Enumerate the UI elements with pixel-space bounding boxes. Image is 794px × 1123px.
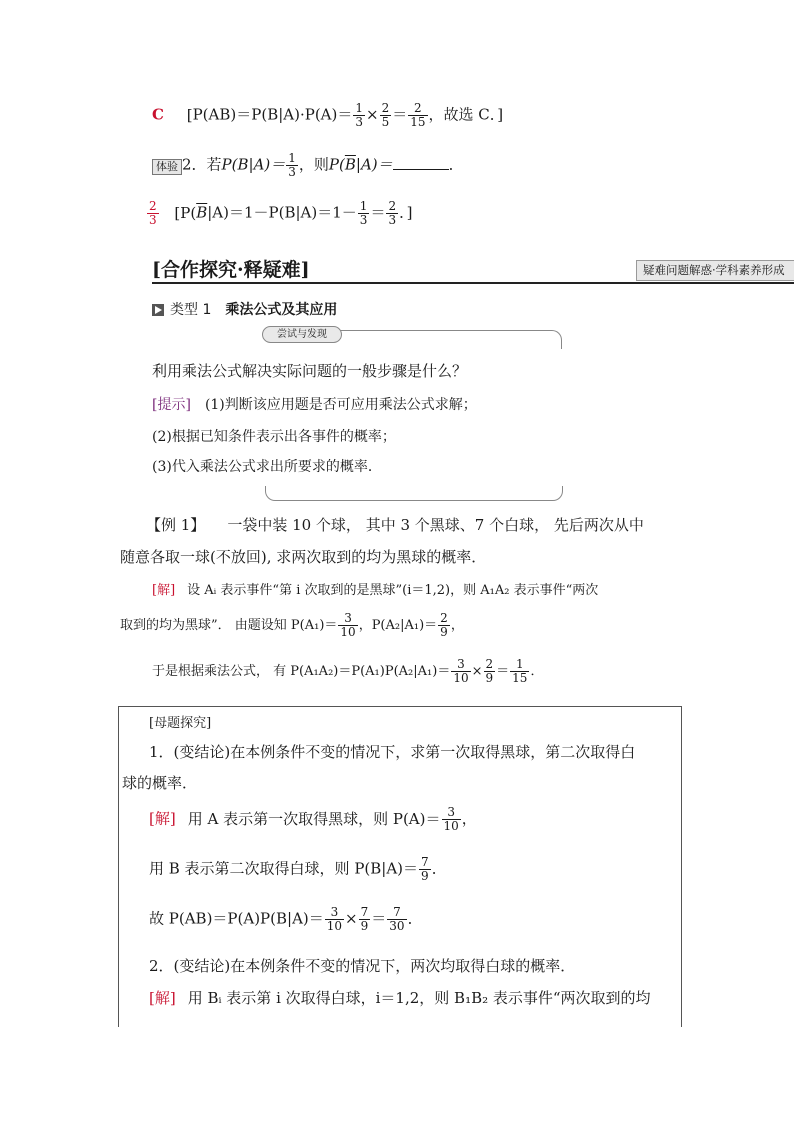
example-text-1: 一袋中装 10 个球， 其中 3 个黑球、7 个白球， 先后两次从中	[227, 516, 644, 534]
box-s1-line-1	[149, 806, 477, 833]
box-s2-line-1	[149, 987, 651, 1008]
box-s1-line-2	[149, 856, 447, 883]
end: ．	[530, 664, 544, 679]
fraction: $\frac{3}{10}$	[453, 657, 469, 685]
expr: P(AB)＝P(B|A)·P(A)＝	[192, 105, 353, 124]
b-bar: $\overline{B}$	[344, 155, 356, 174]
sol2a: 取到的均为黑球”． 由题设知 P(A₁)＝	[120, 618, 338, 633]
q-num: 2．若	[182, 155, 222, 174]
end: ．	[407, 909, 423, 928]
s3a: 故 P(AB)＝P(A)P(B|A)＝	[149, 909, 324, 928]
bracket: [	[186, 105, 193, 124]
answer-label: C	[152, 105, 164, 124]
sol3a: 于是根据乘法公式， 有 P(A₁A₂)＝P(A₁)P(A₂|A₁)＝	[152, 664, 451, 679]
fraction: $\frac{7}{9}$	[421, 855, 429, 883]
sol-text-1: 设 Aᵢ 表示事件“第 i 次取到的是黑球”(i＝1,2)，则 A₁A₂ 表示事件“两次	[187, 583, 599, 598]
explore-question: 利用乘法公式解决实际问题的一般步骤是什么？	[152, 362, 468, 380]
answer-c-line	[152, 102, 503, 129]
type-1-heading	[152, 299, 337, 319]
pre: [P(	[174, 203, 197, 222]
rest: |A)＝	[355, 155, 393, 174]
end: ．	[448, 155, 464, 174]
play-icon	[152, 304, 164, 316]
box-q2: 2．(变结论)在本例条件不变的情况下，两次均取得白球的概率．	[149, 957, 576, 975]
s2a: 用 B 表示第二次取得白球，则 P(B|A)＝	[149, 859, 419, 878]
solution-line-1	[152, 579, 598, 598]
fraction: $\frac{3}{10}$	[443, 805, 459, 833]
box-q1-line-1: 1．(变结论)在本例条件不变的情况下，求第一次取得黑球，第二次取得白	[149, 743, 636, 761]
fraction: $\frac{3}{10}$	[326, 905, 343, 933]
s1a: 用 A 表示第一次取得黑球，则 P(A)＝	[187, 809, 441, 828]
equals: ＝	[371, 909, 387, 928]
hint-line-2: (2)根据已知条件表示出各事件的概率；	[152, 429, 396, 445]
example-label: 【例 1】	[146, 516, 206, 534]
expr: P(B|A)＝	[221, 155, 286, 174]
section-title: [合作探究·释疑难]	[152, 259, 310, 281]
sol2b: ，P(A₂|A₁)＝	[358, 618, 438, 633]
fraction: $\frac{2}{3}$	[388, 199, 397, 227]
p: P(	[328, 155, 345, 174]
explore-tag: 尝试与发现	[262, 326, 342, 343]
solution-line-3	[152, 658, 543, 685]
sol2c: ，	[450, 618, 464, 633]
type-title: 乘法公式及其应用	[225, 302, 338, 318]
sol-label: [解]	[152, 583, 176, 598]
question-2	[152, 152, 464, 179]
answer-blank	[393, 157, 449, 170]
fraction: $\frac{1}{15}$	[512, 657, 528, 685]
fraction: $\frac{1}{3}$	[288, 151, 296, 179]
solution-line-2	[120, 612, 464, 639]
hint-line-1	[152, 394, 477, 414]
fraction: $\frac{7}{9}$	[360, 905, 369, 933]
fraction: $\frac{2}{5}$	[381, 101, 390, 129]
fraction: $\frac{2}{9}$	[440, 611, 448, 639]
mid: |A)＝1－P(B|A)＝1－	[207, 203, 357, 222]
explore-bottom-curve	[265, 486, 563, 501]
equals: ＝	[392, 105, 408, 124]
type-label: 类型 1	[170, 302, 212, 318]
fraction: $\frac{3}{10}$	[340, 611, 356, 639]
answer-2	[146, 200, 412, 227]
times: ×	[366, 105, 379, 124]
sol2: 用 Bᵢ 表示第 i 次取得白球，i＝1,2，则 B₁B₂ 表示事件“两次取到的均	[187, 989, 651, 1007]
box-q1-line-2: 球的概率．	[122, 774, 198, 792]
hint-label: [提示]	[152, 397, 191, 413]
sol2-label: [解]	[149, 989, 176, 1007]
example-1-line-2: 随意各取一球(不放回), 求两次取到的均为黑球的概率．	[120, 548, 487, 566]
answer-fraction: $\frac{2}{3}$	[149, 199, 157, 227]
fraction: $\frac{1}{3}$	[355, 101, 363, 129]
fraction: $\frac{7}{30}$	[389, 905, 405, 933]
fraction: $\frac{1}{3}$	[359, 199, 368, 227]
section-side-banner: 疑难问题解惑·学科素养形成	[636, 260, 794, 281]
sol-label: [解]	[149, 809, 176, 828]
fraction: $\frac{2}{15}$	[410, 101, 426, 129]
mid: ，则	[298, 155, 329, 174]
equals: ＝	[496, 664, 510, 679]
fraction: $\frac{2}{9}$	[485, 657, 494, 685]
box-title: [母题探究]	[149, 716, 212, 731]
box-s1-line-3	[149, 906, 423, 933]
equals: ＝	[370, 203, 386, 222]
end: ．]	[399, 203, 413, 222]
tiyan-tag: 体验	[152, 159, 182, 175]
end: ．	[431, 859, 447, 878]
end: ，	[461, 809, 477, 828]
times: ×	[471, 664, 483, 679]
example-1-line-1	[146, 514, 644, 535]
section-rule	[152, 282, 794, 284]
b-bar: $\overline{B}$	[196, 203, 208, 222]
hint-1: (1)判断该应用题是否可应用乘法公式求解；	[204, 397, 477, 413]
tail: ，故选 C．]	[428, 105, 504, 124]
hint-line-3: (3)代入乘法公式求出所要求的概率．	[152, 459, 382, 475]
times: ×	[345, 909, 358, 928]
